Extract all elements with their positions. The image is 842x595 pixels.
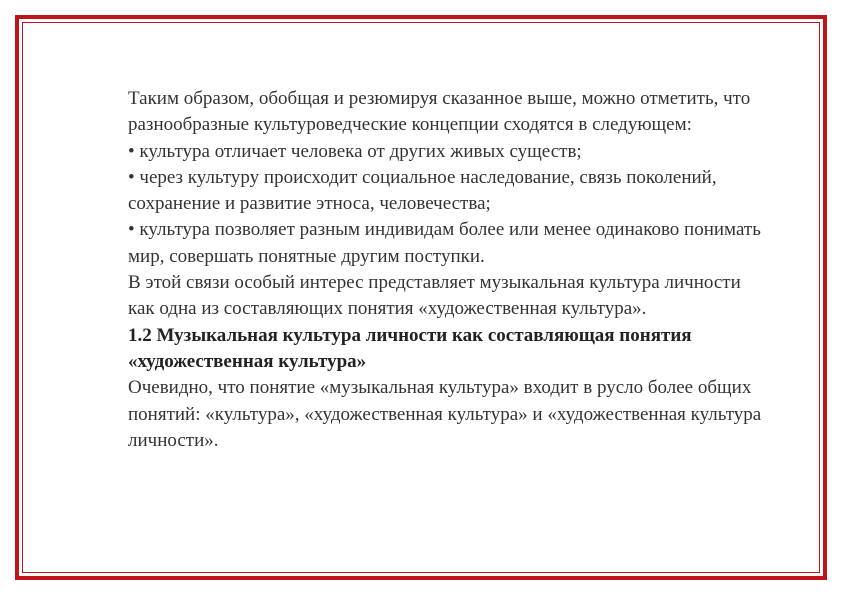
bullet-item-2: • через культуру происходит социальное наследование, связь поколений, сохранение и развитие этноса, человечества; bbox=[128, 166, 717, 215]
section-heading: 1.2 Музыкальная культура личности как составляющая понятия «художественная культура» bbox=[128, 324, 692, 372]
intro-paragraph: Таким образом, обобщая и резюмируя сказанное выше, можно отметить, что разнообразные культуроведческие концепции сходятся в следующем: bbox=[128, 88, 751, 136]
bullet-item-1: • культура отличает человека от других живых существ; bbox=[128, 140, 582, 162]
slide-text-body bbox=[128, 86, 768, 454]
closing-paragraph: Очевидно, что понятие «музыкальная культура» входит в русло более общих понятий: «культура», «художественная культура» и «художественная культура личности». bbox=[128, 377, 762, 451]
bullet-item-3: • культура позволяет разным индивидам более или менее одинаково понимать мир, совершать понятные другим поступки. bbox=[128, 219, 761, 267]
interest-paragraph: В этой связи особый интерес представляет музыкальная культура личности как одна из составляющих понятия «художественная культура». bbox=[128, 272, 741, 320]
